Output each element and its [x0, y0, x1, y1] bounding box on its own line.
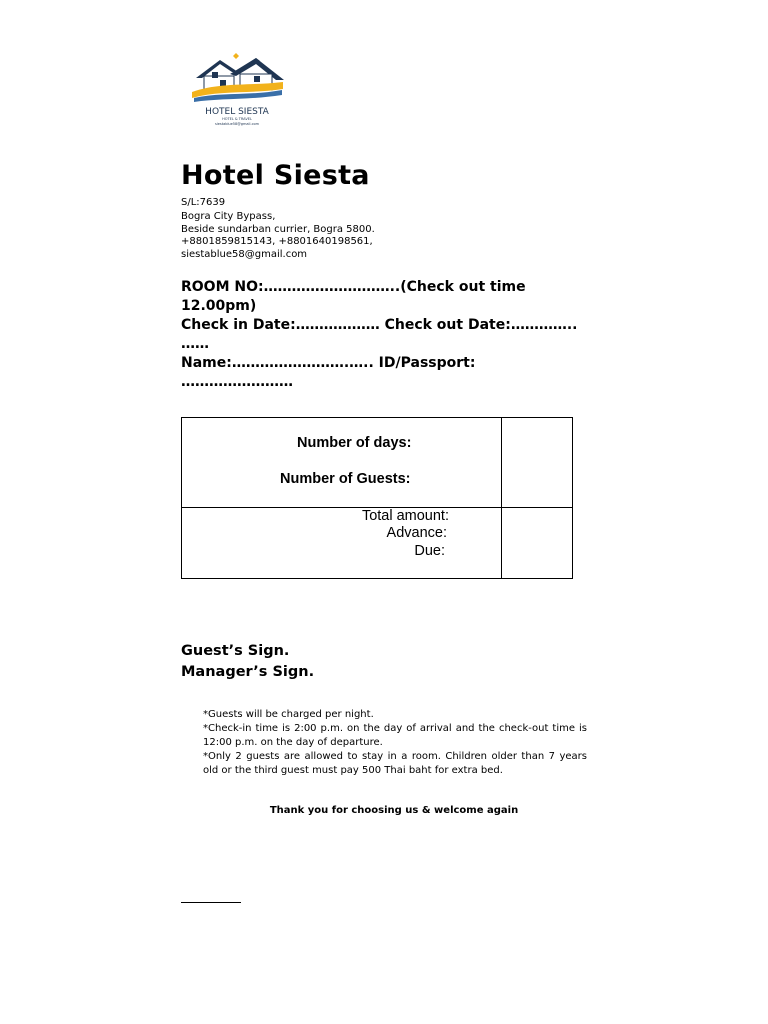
logo-name-text: HOTEL SIESTA: [205, 107, 269, 117]
signature-rule: [181, 902, 241, 903]
booking-fields: [181, 278, 601, 392]
due-label: Due:: [414, 543, 445, 559]
signature-section: [181, 641, 314, 683]
total-amount-label: Total amount:: [361, 508, 449, 524]
address-line: Beside sundarban currier, Bogra 5800.: [181, 223, 375, 235]
note-item: *Check-in time is 2:00 p.m. on the day of arrival and the check-out time is 12:00 p.m. on the day of departure.: [203, 723, 587, 748]
manager-signature-label: Manager’s Sign.: [181, 664, 315, 680]
dates-field: Check in Date:……………… Check out Date:…………..: [181, 317, 578, 333]
serial-number: S/L:7639: [181, 197, 226, 208]
name-id-field: Name:…………………….….. ID/Passport:: [181, 355, 476, 371]
checkout-time-note: 12.00pm): [181, 298, 257, 314]
page-title: Hotel Siesta: [181, 160, 370, 191]
note-item: *Guests will be charged per night.: [203, 709, 374, 720]
address-line: Bogra City Bypass,: [181, 211, 276, 222]
hotel-address: [181, 211, 375, 261]
guests-label: Number of Guests:: [280, 471, 411, 487]
policy-notes: [203, 708, 587, 778]
dates-field-continued: ……: [181, 336, 209, 352]
note-item: *Only 2 guests are allowed to stay in a room. Children older than 7 years old or the third guest must pay 500 Thai baht for extra bed.: [203, 751, 587, 776]
logo-email-text: siestablue58@gmail.com: [214, 122, 260, 126]
days-label: Number of days:: [297, 435, 412, 451]
phone-line: +8801859815143, +8801640198561,: [181, 236, 373, 247]
guest-signature-label: Guest’s Sign.: [181, 643, 290, 659]
logo-tagline-text: HOTEL & TRAVEL: [222, 117, 252, 121]
billing-table: [181, 417, 573, 579]
table-divider-vertical: [501, 418, 502, 578]
room-no-field: ROOM NO:………………………..(Check out time: [181, 279, 526, 295]
email-line: siestablue58@gmail.com: [181, 248, 308, 260]
thank-you-message: Thank you for choosing us & welcome again: [269, 805, 519, 816]
advance-label: Advance:: [386, 525, 447, 541]
passport-field-continued: ……………………: [181, 374, 293, 390]
hotel-logo: [190, 52, 285, 130]
